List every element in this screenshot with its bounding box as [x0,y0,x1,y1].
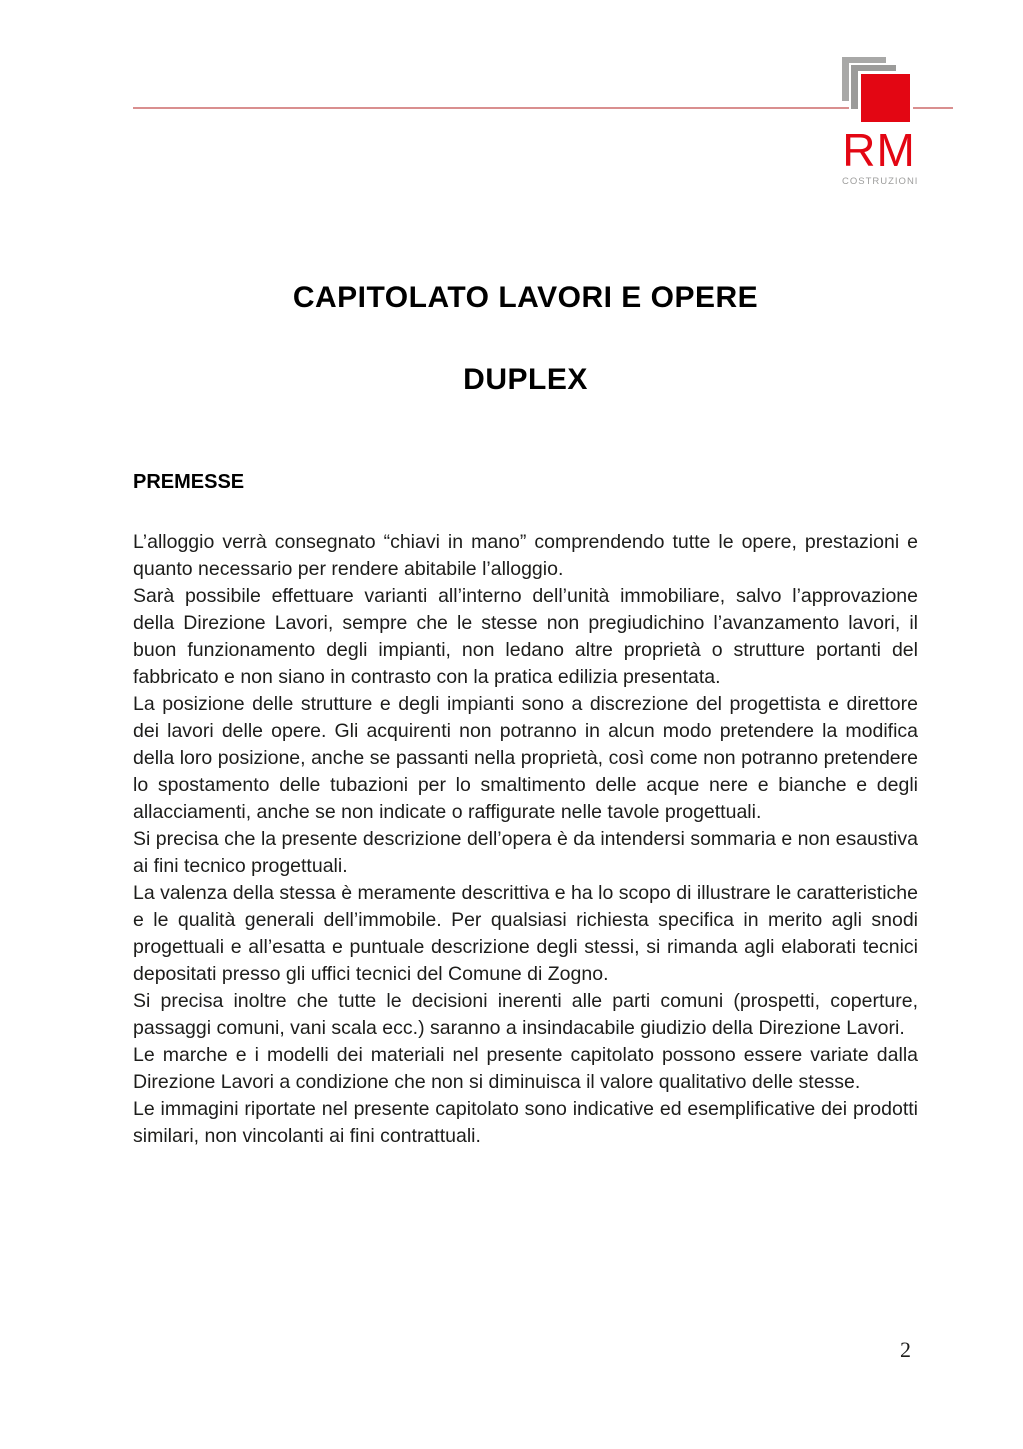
paragraph: La posizione delle strutture e degli impianti sono a discrezione del progettista e direttore dei lavori delle opere. Gli acquirenti non potranno in alcun modo pretendere la modifica della loro posizione, anche se passanti nella proprietà, così come non potranno pretendere lo spostamento delle tubazioni per lo smaltimento delle acque nere e bianche e degli allacciamenti, anche se non indicate o raffigurate nelle tavole progettuali. [133,693,918,823]
paragraph: Si precisa che la presente descrizione dell’opera è da intendersi sommaria e non esaustiva ai fini tecnico progettuali. [133,828,918,877]
paragraph: Si precisa inoltre che tutte le decisioni inerenti alle parti comuni (prospetti, coperture, passaggi comuni, vani scala ecc.) saranno a insindacabile giudizio della Direzione Lavori. [133,990,918,1039]
document-title: CAPITOLATO LAVORI E OPERE [292,281,759,314]
document-subtitle: DUPLEX [463,363,588,396]
premesse-text-block [133,529,918,1150]
page-number: 2 [900,1337,911,1362]
section-heading-premesse: PREMESSE [133,471,245,493]
company-logo [842,57,919,187]
paragraph: L’alloggio verrà consegnato “chiavi in mano” comprendendo tutte le opere, prestazioni e quanto necessario per rendere abitabile l’alloggio. [133,531,918,580]
logo-square-front-icon [861,74,910,122]
header-rule-line [133,107,953,109]
logo-brand-text: RM [842,124,916,176]
document-body [133,0,918,1150]
paragraph: Le immagini riportate nel presente capitolato sono indicative ed esemplificative dei prodotti similari, non vincolanti ai fini contrattuali. [133,1098,918,1147]
paragraph: La valenza della stessa è meramente descrittiva e ha lo scopo di illustrare le caratteristiche e le qualità generali dell’immobile. Per qualsiasi richiesta specifica in merito agli snodi progettuali e all’esatta e puntuale descrizione degli stessi, si rimanda agli elaborati tecnici depositati presso gli uffici tecnici del Comune di Zogno. [133,882,918,985]
paragraph: Le marche e i modelli dei materiali nel presente capitolato possono essere variate dalla Direzione Lavori a condizione che non si diminuisca il valore qualitativo delle stesse. [133,1044,918,1093]
paragraph: Sarà possibile effettuare varianti all’interno dell’unità immobiliare, salvo l’approvazione della Direzione Lavori, sempre che le stesse non pregiudichino l’avanzamento lavori, il buon funzionamento degli impianti, non ledano altre proprietà o strutture portanti del fabbricato e non siano in contrasto con la pratica edilizia presentata. [133,585,918,688]
logo-subtitle-text: COSTRUZIONI [842,176,919,187]
